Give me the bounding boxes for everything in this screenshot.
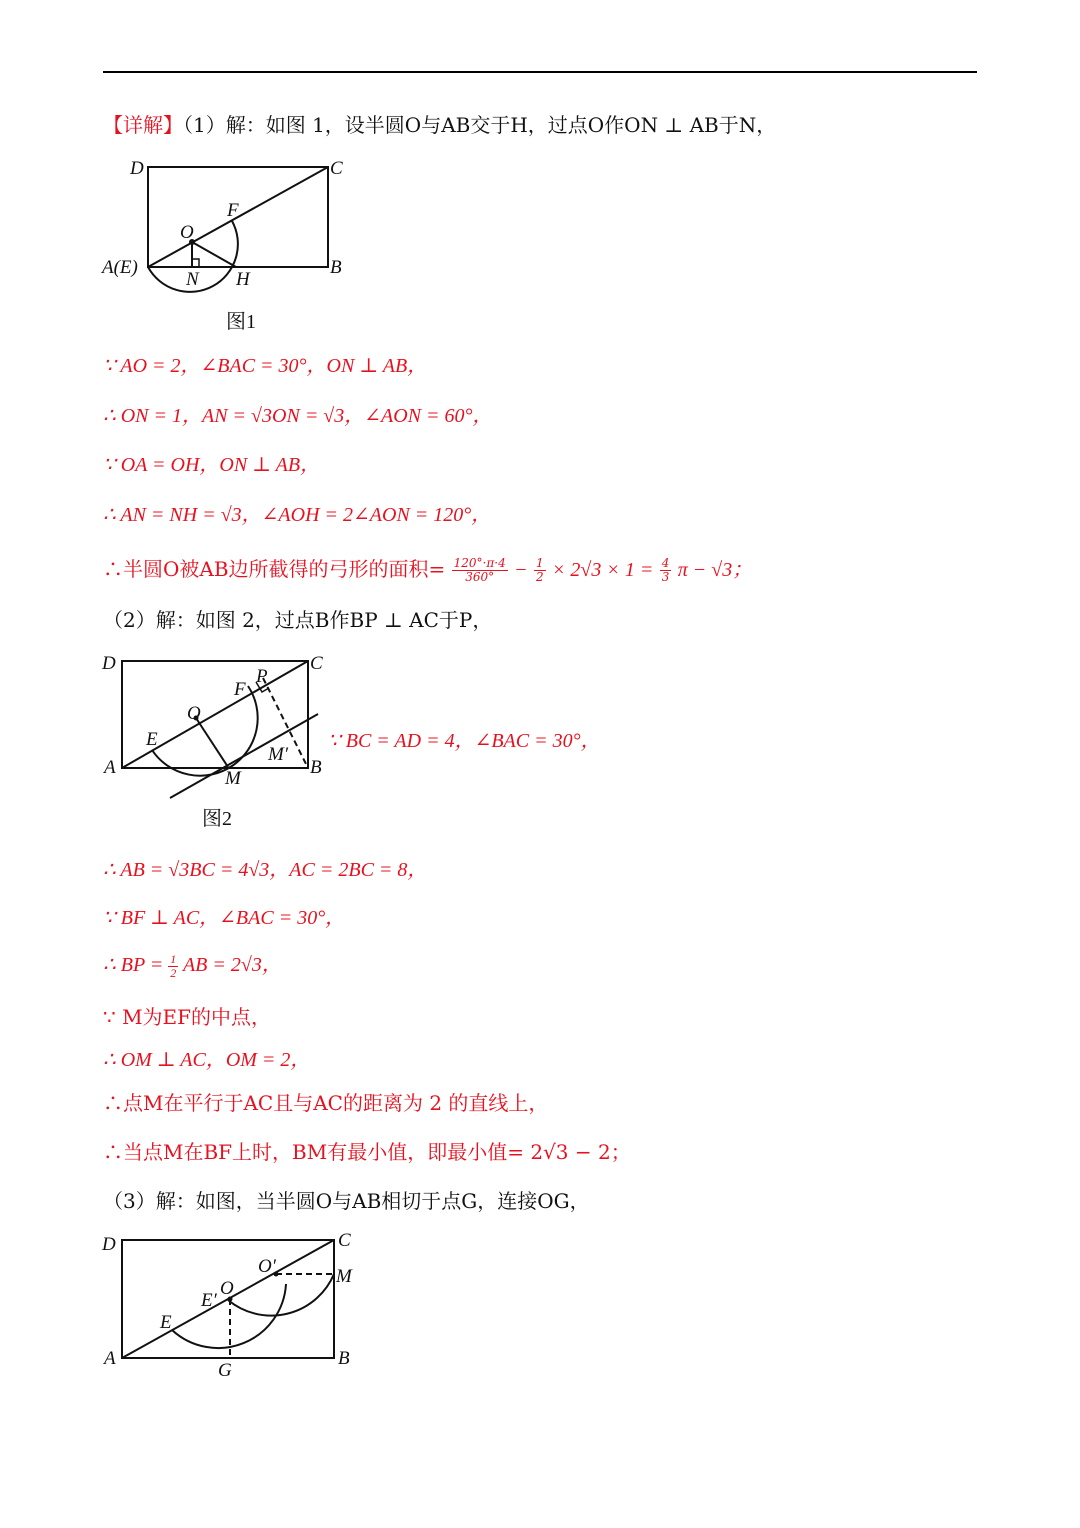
p2-line-6: ∴当点M在BF上时，BM有最小值，即最小值= 2√3 − 2； [103, 1140, 631, 1164]
fig2-label-M: M [225, 768, 241, 789]
fig2-label-P: P [256, 666, 268, 687]
p2-bp-line [103, 952, 282, 980]
p2-line-4: ∴ OM ⊥ AC，OM = 2， [103, 1049, 311, 1071]
fig3-label-O: O [220, 1278, 234, 1299]
fig2-label-F: F [234, 679, 246, 700]
fig2-label-Mp: M′ [268, 744, 288, 765]
fig1-label-D: D [130, 158, 144, 179]
fig1-label-A: A(E) [102, 257, 138, 278]
detail-tag: 【详解】 [103, 113, 183, 137]
fig1-label-O: O [180, 222, 194, 243]
p2-bp-frac: $\frac{1}{2}$ [170, 951, 177, 980]
p1-area-line [103, 556, 752, 584]
p2-bp-suffix: AB = 2√3， [182, 954, 282, 976]
p1-area-prefix: ∴半圆O被AB边所截得的弓形的面积= [103, 557, 446, 581]
fig3-label-D: D [102, 1234, 116, 1255]
fig2-label-D: D [102, 653, 116, 674]
fig3-label-G: G [218, 1360, 232, 1381]
p2-line-2: ∵ BF ⊥ AC，∠BAC = 30°， [103, 907, 346, 929]
p2-line-1: ∴ AB = √3BC = 4√3，AC = 2BC = 8， [103, 859, 428, 881]
p1-line-2: ∴ ON = 1，AN = √3ON = √3，∠AON = 60°， [103, 405, 493, 427]
fig3-label-Op: O′ [258, 1256, 276, 1277]
intro-text: （1）解：如图 1，设半圆O与AB交于H，过点O作ON ⊥ AB于N， [183, 113, 777, 137]
fig2-label-C: C [310, 653, 323, 674]
p2-line-3: ∵ M为EF的中点， [103, 1005, 272, 1029]
fig3-label-E: E [160, 1312, 172, 1333]
fig3-label-C: C [338, 1230, 351, 1251]
fig3-label-M: M [336, 1266, 352, 1287]
fig2-label-O: O [187, 703, 201, 724]
p1-frac-2: $\frac{1}{2}$ [535, 556, 544, 584]
fig1-label-N: N [186, 269, 199, 290]
fig1-label-F: F [227, 200, 239, 221]
p1-middle: × 2√3 × 1 = [551, 559, 654, 581]
fig1-label-C: C [330, 158, 343, 179]
p1-suffix: π − √3； [677, 559, 753, 581]
p1-frac-3: $\frac{4}{3}$ [661, 556, 670, 584]
p2-bp-prefix: ∴ BP = [103, 954, 164, 976]
p2-intro: （2）解：如图 2，过点B作BP ⊥ AC于P， [103, 608, 493, 632]
p2-side-text: ∵ BC = AD = 4，∠BAC = 30°， [328, 730, 601, 752]
fig3-label-Ep: E′ [201, 1290, 217, 1311]
p1-minus: − [514, 559, 528, 581]
fig1-label-H: H [236, 269, 250, 290]
figure-2 [100, 648, 340, 808]
fig2-om [196, 718, 228, 767]
p1-line-4: ∴ AN = NH = √3，∠AOH = 2∠AON = 120°， [103, 504, 492, 526]
fig2-label-B: B [310, 757, 322, 778]
fig2-label-E: E [146, 729, 158, 750]
p1-frac-1: $\frac{120^\circ\cdot\pi\cdot 4}{360^\circ}$ [453, 556, 506, 584]
figure-3 [100, 1226, 370, 1386]
p2-line-5: ∴点M在平行于AC且与AC的距离为 2 的直线上， [103, 1091, 549, 1115]
fig3-semicircle-2 [228, 1274, 334, 1316]
fig3-label-B: B [338, 1348, 350, 1369]
header-rule [103, 71, 977, 73]
fig1-caption: 图1 [226, 311, 256, 333]
p1-line-1: ∵ AO = 2，∠BAC = 30°，ON ⊥ AB， [103, 355, 428, 377]
fig3-label-A: A [104, 1348, 116, 1369]
intro-line [103, 112, 776, 138]
fig2-label-A: A [104, 757, 116, 778]
p1-line-3: ∵ OA = OH，ON ⊥ AB， [103, 454, 321, 476]
figure-1 [100, 152, 360, 302]
fig1-right-angle [192, 259, 199, 267]
p3-intro: （3）解：如图，当半圆O与AB相切于点G，连接OG， [103, 1189, 590, 1213]
fig2-caption: 图2 [202, 808, 232, 830]
fig1-label-B: B [330, 257, 342, 278]
